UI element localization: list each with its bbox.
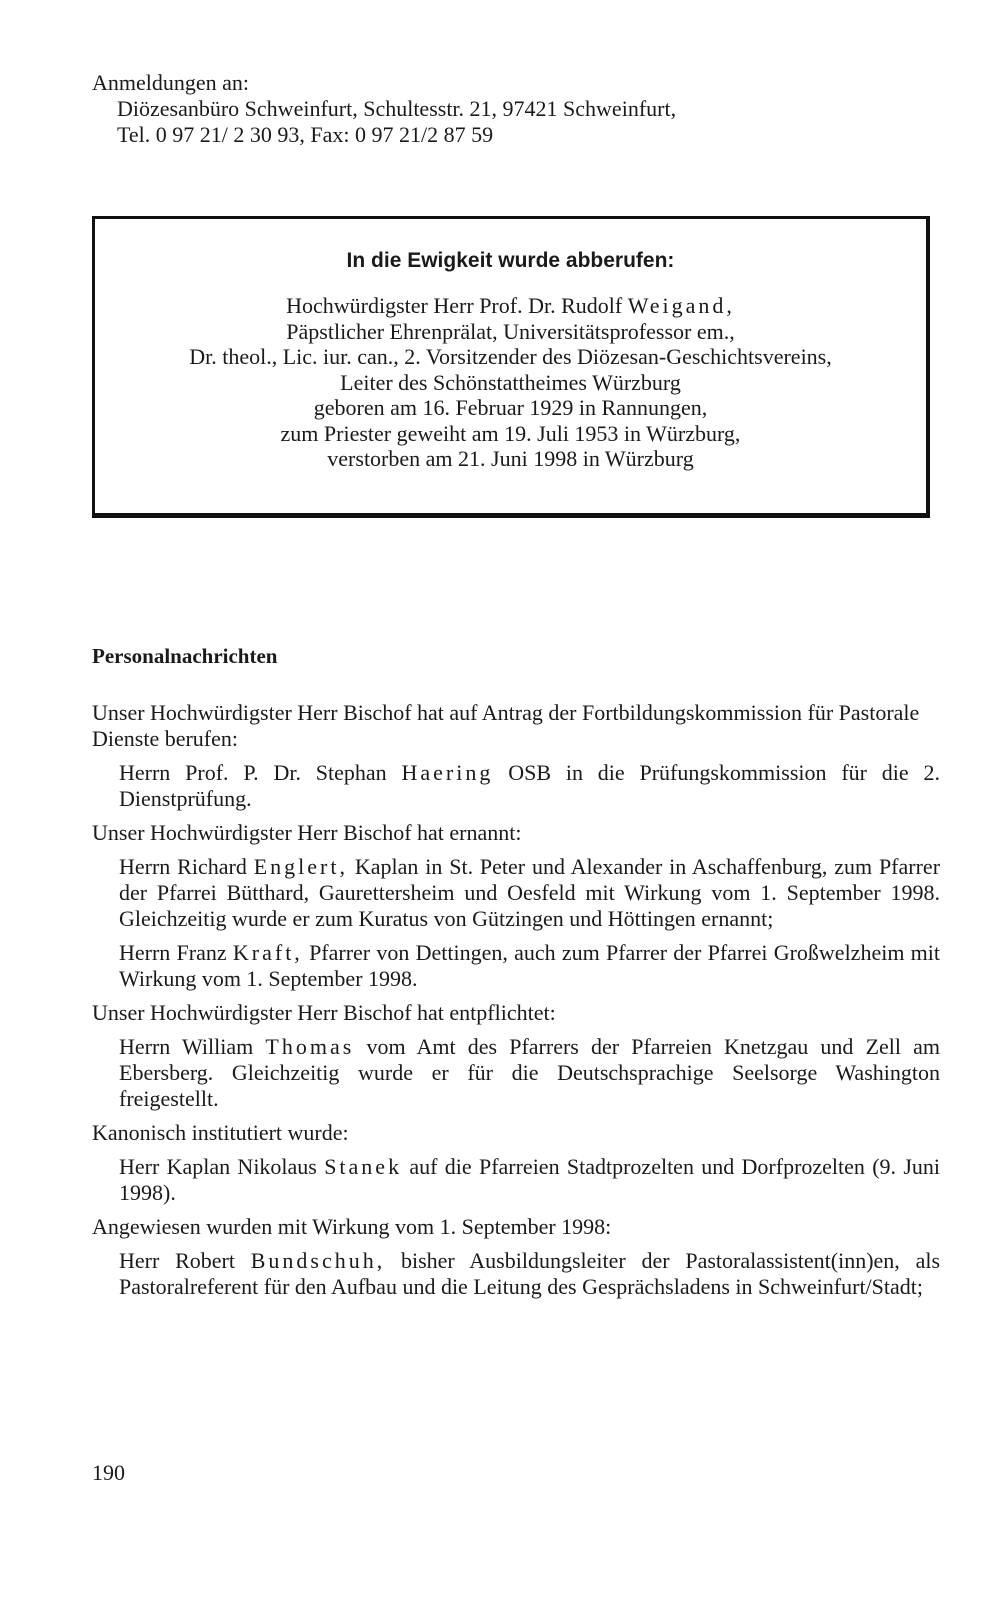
obituary-line: Päpstlicher Ehrenprälat, Universitätsprofessor em., (286, 318, 735, 344)
entry-prefix: Herrn Richard (119, 854, 247, 879)
obituary-line: geboren am 16. Februar 1929 in Rannungen, (313, 395, 708, 420)
entry-prefix: Herr Robert (119, 1248, 235, 1273)
section-intro: Angewiesen wurden mit Wirkung vom 1. September 1998: (92, 1214, 612, 1239)
entry-prefix: Herr Kaplan Nikolaus (119, 1154, 317, 1179)
personnel-entry (92, 854, 940, 932)
entry-text: OSB in die Prüfungskommission für die 2. Dienstprüfung. (119, 760, 941, 811)
section-intro: Unser Hochwürdigster Herr Bischof hat ernannt: (92, 820, 522, 845)
entry-text: auf die Pfarreien Stadtprozelten und Dorfprozelten (9. Juni 1998). (119, 1154, 941, 1205)
entry-text: Kaplan in St. Peter und Alexander in Aschaffenburg, zum Pfarrer der Pfarrei Bütthard, Gaurettersheim und Oesfeld mit Wirkung vom 1. September 1998. Gleichzeitig wurde er zum Kuratus von Gützingen und Höttingen ernannt; (119, 854, 941, 931)
personnel-entry (92, 1034, 940, 1112)
obituary-title: Hochwürdigster Herr Prof. Dr. Rudolf (286, 293, 623, 318)
obituary-line: Dr. theol., Lic. iur. can., 2. Vorsitzender des Diözesan-Geschichtsvereins, (189, 344, 832, 369)
person-name: Haering (401, 760, 494, 785)
person-name: Englert, (253, 854, 348, 879)
obituary-heading: In die Ewigkeit wurde abberufen: (346, 249, 675, 272)
entry-text: vom Amt des Pfarrers der Pfarreien Knetzgau und Zell am Ebersberg. Gleichzeitig wurde er für die Deutschsprachige Seelsorge Washington freigestellt. (119, 1034, 941, 1111)
section-heading: Personalnachrichten (92, 644, 278, 668)
person-name: Stanek (324, 1154, 403, 1179)
page-number: 190 (92, 1460, 125, 1485)
entry-text: Pfarrer von Dettingen, auch zum Pfarrer der Pfarrei Großwelzheim mit Wirkung vom 1. September 1998. (119, 940, 941, 991)
registration-block (92, 70, 952, 148)
obituary-line: Leiter des Schönstattheimes Würzburg (340, 369, 681, 395)
person-name: Thomas (265, 1034, 355, 1059)
entry-prefix: Herrn Franz (119, 940, 227, 965)
person-name: Bundschuh, (250, 1248, 386, 1273)
obituary-line: zum Priester geweiht am 19. Juli 1953 in Würzburg, (280, 420, 741, 446)
person-name: Kraft, (232, 940, 303, 965)
section-intro: Unser Hochwürdigster Herr Bischof hat auf Antrag der Fortbildungskommission für Pastorale Dienste berufen: (92, 700, 920, 751)
obituary-body (95, 293, 926, 472)
obituary-line (95, 293, 926, 319)
personnel-entry (92, 1154, 940, 1206)
registration-address: Diözesanbüro Schweinfurt, Schultesstr. 21, 97421 Schweinfurt, (117, 96, 677, 121)
personnel-entry (92, 940, 940, 992)
registration-label: Anmeldungen an: (92, 70, 250, 95)
section-intro: Unser Hochwürdigster Herr Bischof hat entpflichtet: (92, 1000, 556, 1025)
registration-contact: Tel. 0 97 21/ 2 30 93, Fax: 0 97 21/2 87 59 (117, 122, 494, 147)
personnel-news (92, 700, 940, 1308)
obituary-line: verstorben am 21. Juni 1998 in Würzburg (327, 446, 694, 471)
personnel-entry (92, 1248, 940, 1300)
entry-prefix: Herrn Prof. P. Dr. Stephan (119, 760, 387, 785)
obituary-box (92, 216, 930, 518)
section-intro: Kanonisch institutiert wurde: (92, 1120, 349, 1145)
personnel-entry (92, 760, 940, 812)
entry-prefix: Herrn William (119, 1034, 254, 1059)
obituary-name: Weigand, (627, 293, 735, 318)
entry-text: bisher Ausbildungsleiter der Pastoralassistent(inn)en, als Pastoralreferent für den Aufbau und die Leitung des Gesprächsladens in Schweinfurt/Stadt; (119, 1248, 941, 1299)
